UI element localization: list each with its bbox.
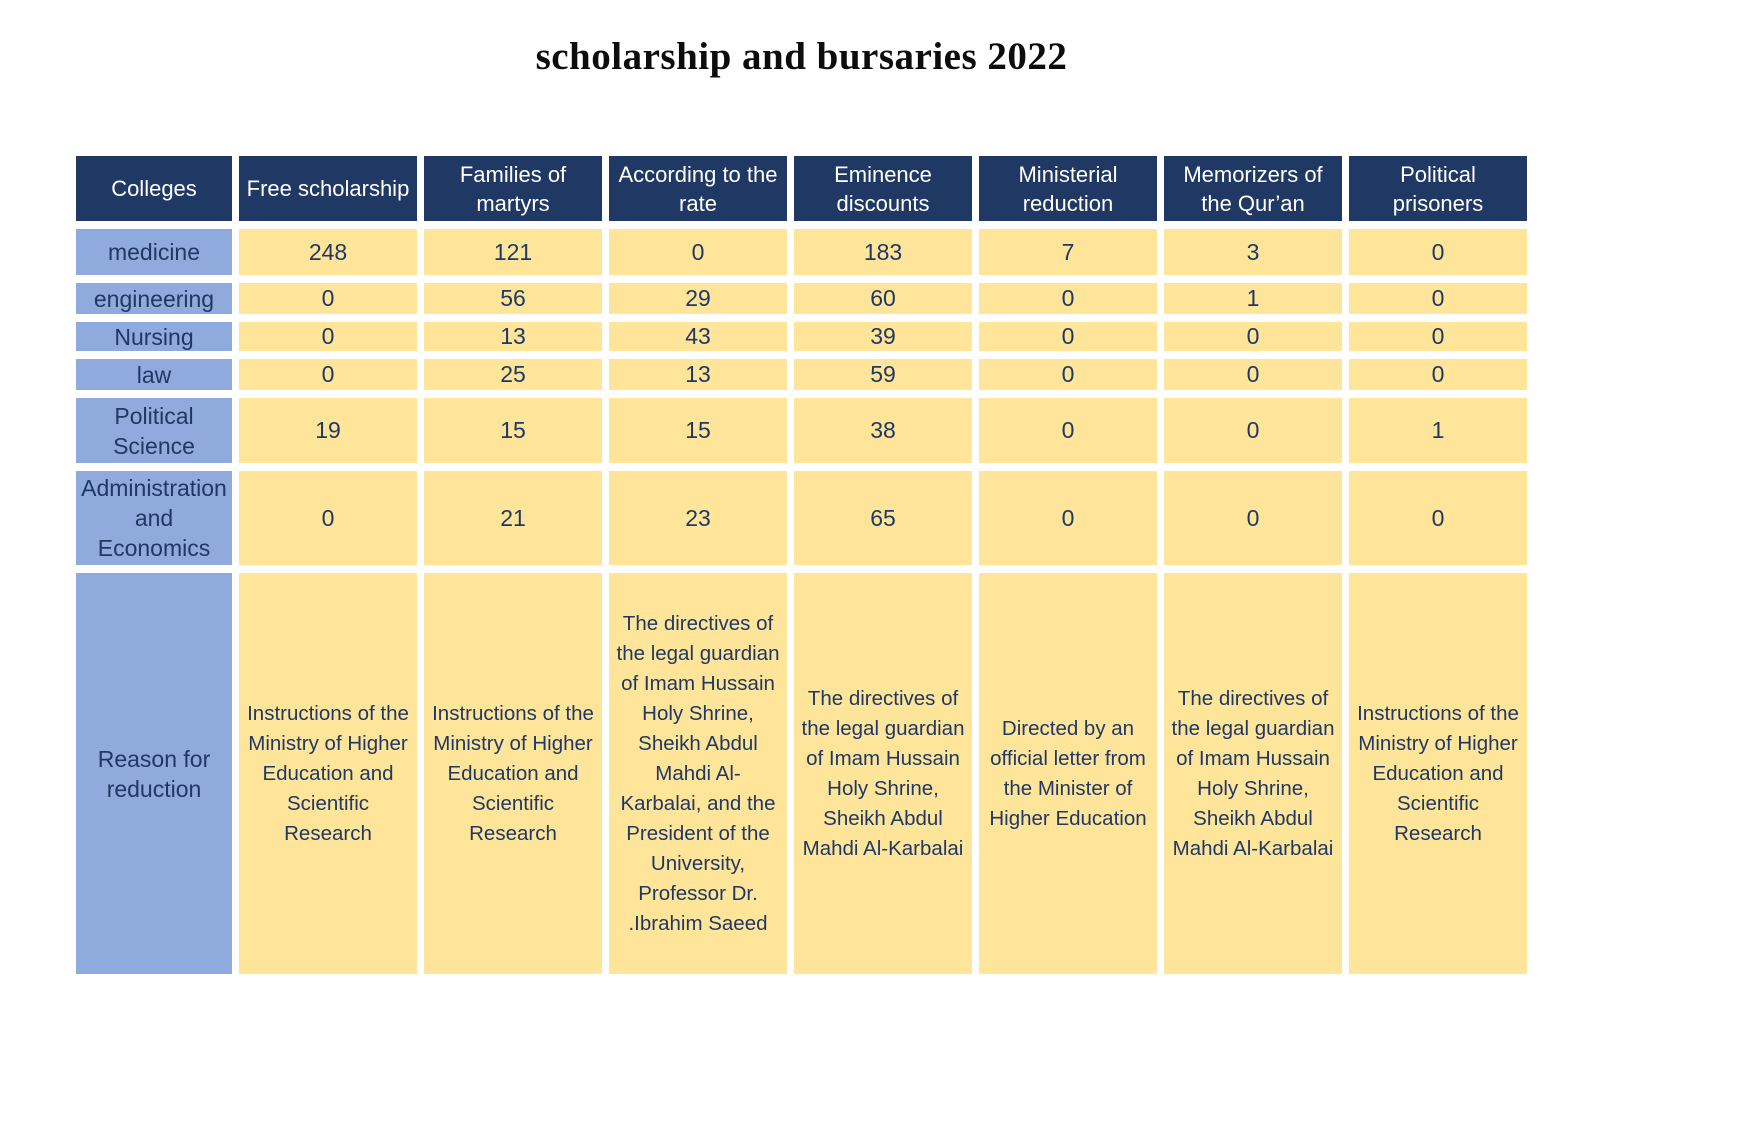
reason-cell-3: The directives of the legal guardian of Imam Hussain Holy Shrine, Sheikh Abdul Mahdi Al-Karbalai xyxy=(794,573,972,974)
reason-cell-1: Instructions of the Ministry of Higher Education and Scientific Research xyxy=(424,573,602,974)
data-cell-2-0: 0 xyxy=(239,322,417,351)
data-cell-0-6: 0 xyxy=(1349,229,1527,275)
data-cell-3-2: 13 xyxy=(609,359,787,390)
data-cell-1-1: 56 xyxy=(424,283,602,314)
data-cell-5-5: 0 xyxy=(1164,471,1342,565)
data-cell-2-4: 0 xyxy=(979,322,1157,351)
data-cell-5-2: 23 xyxy=(609,471,787,565)
header-cell-2: Families of martyrs xyxy=(424,156,602,221)
data-cell-2-2: 43 xyxy=(609,322,787,351)
data-cell-3-3: 59 xyxy=(794,359,972,390)
data-cell-1-2: 29 xyxy=(609,283,787,314)
data-cell-0-3: 183 xyxy=(794,229,972,275)
row-label-1: engineering xyxy=(76,283,232,314)
data-cell-3-1: 25 xyxy=(424,359,602,390)
header-cell-5: Ministerial reduction xyxy=(979,156,1157,221)
data-cell-1-3: 60 xyxy=(794,283,972,314)
data-cell-1-4: 0 xyxy=(979,283,1157,314)
data-cell-0-0: 248 xyxy=(239,229,417,275)
row-label-3: law xyxy=(76,359,232,390)
data-cell-4-1: 15 xyxy=(424,398,602,463)
data-cell-2-1: 13 xyxy=(424,322,602,351)
data-cell-4-0: 19 xyxy=(239,398,417,463)
row-label-0: medicine xyxy=(76,229,232,275)
header-cell-7: Political prisoners xyxy=(1349,156,1527,221)
reason-cell-6: Instructions of the Ministry of Higher Education and Scientific Research xyxy=(1349,573,1527,974)
reason-cell-2: The directives of the legal guardian of Imam Hussain Holy Shrine, Sheikh Abdul Mahdi Al-Karbalai, and the President of the University, Professor Dr. .Ibrahim Saeed xyxy=(609,573,787,974)
data-cell-4-2: 15 xyxy=(609,398,787,463)
row-label-5: Administration and Economics xyxy=(76,471,232,565)
row-label-4: Political Science xyxy=(76,398,232,463)
data-cell-5-0: 0 xyxy=(239,471,417,565)
header-cell-6: Memorizers of the Qur’an xyxy=(1164,156,1342,221)
data-cell-3-6: 0 xyxy=(1349,359,1527,390)
data-cell-4-3: 38 xyxy=(794,398,972,463)
data-cell-2-6: 0 xyxy=(1349,322,1527,351)
data-cell-5-1: 21 xyxy=(424,471,602,565)
reason-cell-5: The directives of the legal guardian of Imam Hussain Holy Shrine, Sheikh Abdul Mahdi Al-Karbalai xyxy=(1164,573,1342,974)
header-cell-0: Colleges xyxy=(76,156,232,221)
data-cell-1-6: 0 xyxy=(1349,283,1527,314)
data-cell-0-1: 121 xyxy=(424,229,602,275)
data-cell-0-2: 0 xyxy=(609,229,787,275)
data-cell-3-4: 0 xyxy=(979,359,1157,390)
reason-cell-0: Instructions of the Ministry of Higher Education and Scientific Research xyxy=(239,573,417,974)
data-cell-4-5: 0 xyxy=(1164,398,1342,463)
data-cell-5-6: 0 xyxy=(1349,471,1527,565)
scholarship-table xyxy=(76,156,1527,974)
reason-cell-4: Directed by an official letter from the Minister of Higher Education xyxy=(979,573,1157,974)
data-cell-2-3: 39 xyxy=(794,322,972,351)
data-cell-2-5: 0 xyxy=(1164,322,1342,351)
data-cell-3-5: 0 xyxy=(1164,359,1342,390)
data-cell-4-4: 0 xyxy=(979,398,1157,463)
data-cell-5-3: 65 xyxy=(794,471,972,565)
row-label-reason: Reason for reduction xyxy=(76,573,232,974)
data-cell-4-6: 1 xyxy=(1349,398,1527,463)
header-cell-1: Free scholarship xyxy=(239,156,417,221)
header-cell-3: According to the rate xyxy=(609,156,787,221)
page-title: scholarship and bursaries 2022 xyxy=(535,35,1068,78)
data-cell-3-0: 0 xyxy=(239,359,417,390)
data-cell-1-5: 1 xyxy=(1164,283,1342,314)
row-label-2: Nursing xyxy=(76,322,232,351)
data-cell-5-4: 0 xyxy=(979,471,1157,565)
header-cell-4: Eminence discounts xyxy=(794,156,972,221)
data-cell-1-0: 0 xyxy=(239,283,417,314)
data-cell-0-5: 3 xyxy=(1164,229,1342,275)
data-cell-0-4: 7 xyxy=(979,229,1157,275)
